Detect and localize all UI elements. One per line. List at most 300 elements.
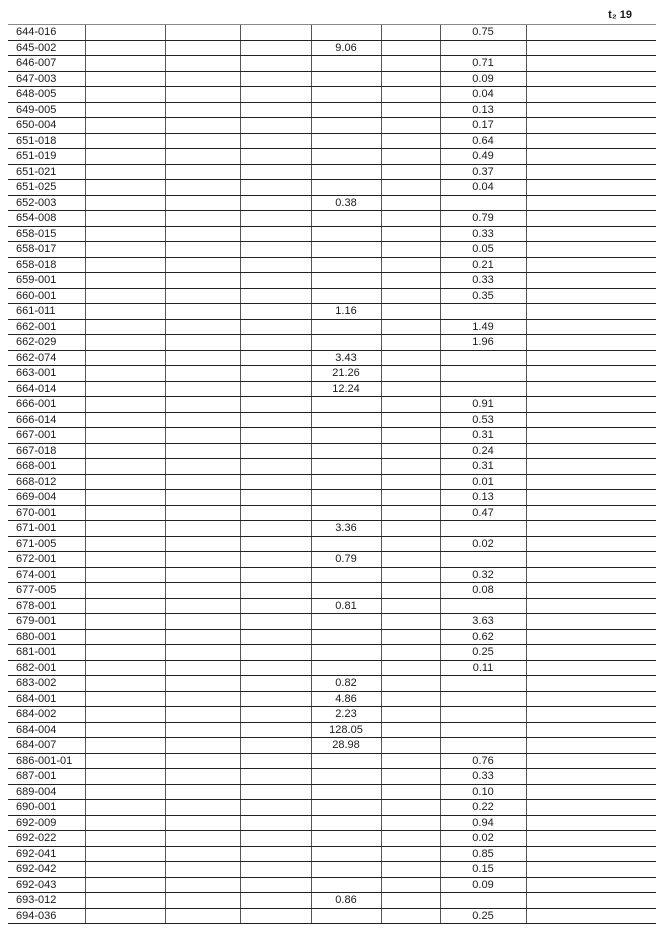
- empty-cell: [526, 784, 656, 800]
- empty-cell: [381, 149, 440, 165]
- amount-b-cell: [440, 738, 526, 754]
- empty-cell: [165, 118, 240, 134]
- table-row: [8, 288, 656, 304]
- empty-cell: [381, 614, 440, 630]
- empty-cell: [381, 738, 440, 754]
- item-code-cell: 650-004: [8, 118, 85, 134]
- amount-a-cell: [311, 412, 381, 428]
- amount-b-cell: 0.32: [440, 567, 526, 583]
- empty-cell: [526, 846, 656, 862]
- item-code-cell: 686-001-01: [8, 753, 85, 769]
- table-row: [8, 676, 656, 692]
- amount-a-cell: [311, 149, 381, 165]
- empty-cell: [526, 180, 656, 196]
- empty-cell: [165, 474, 240, 490]
- empty-cell: [381, 226, 440, 242]
- empty-cell: [526, 133, 656, 149]
- empty-cell: [240, 521, 311, 537]
- empty-cell: [240, 614, 311, 630]
- amount-a-cell: [311, 25, 381, 41]
- empty-cell: [240, 56, 311, 72]
- empty-cell: [85, 474, 165, 490]
- amount-b-cell: 0.75: [440, 25, 526, 41]
- amount-b-cell: 0.31: [440, 459, 526, 475]
- empty-cell: [240, 102, 311, 118]
- item-code-cell: 667-018: [8, 443, 85, 459]
- empty-cell: [165, 319, 240, 335]
- empty-cell: [240, 536, 311, 552]
- empty-cell: [381, 164, 440, 180]
- amount-b-cell: 0.09: [440, 877, 526, 893]
- item-code-cell: 671-001: [8, 521, 85, 537]
- item-code-cell: 651-025: [8, 180, 85, 196]
- empty-cell: [526, 350, 656, 366]
- empty-cell: [526, 567, 656, 583]
- amount-a-cell: [311, 815, 381, 831]
- empty-cell: [381, 25, 440, 41]
- empty-cell: [381, 304, 440, 320]
- item-code-cell: 689-004: [8, 784, 85, 800]
- amount-b-cell: 0.31: [440, 428, 526, 444]
- empty-cell: [526, 149, 656, 165]
- table-row: [8, 40, 656, 56]
- amount-a-cell: [311, 273, 381, 289]
- empty-cell: [165, 381, 240, 397]
- empty-cell: [526, 459, 656, 475]
- table-row: [8, 815, 656, 831]
- amount-a-cell: [311, 505, 381, 521]
- empty-cell: [240, 412, 311, 428]
- table-row: [8, 536, 656, 552]
- empty-cell: [85, 629, 165, 645]
- empty-cell: [165, 242, 240, 258]
- empty-cell: [381, 521, 440, 537]
- empty-cell: [240, 862, 311, 878]
- empty-cell: [85, 567, 165, 583]
- amount-b-cell: 0.33: [440, 226, 526, 242]
- empty-cell: [85, 614, 165, 630]
- empty-cell: [240, 304, 311, 320]
- empty-cell: [85, 180, 165, 196]
- empty-cell: [165, 738, 240, 754]
- empty-cell: [165, 350, 240, 366]
- empty-cell: [381, 242, 440, 258]
- empty-cell: [240, 273, 311, 289]
- amount-b-cell: 0.09: [440, 71, 526, 87]
- amount-b-cell: 0.33: [440, 273, 526, 289]
- empty-cell: [85, 893, 165, 909]
- empty-cell: [165, 149, 240, 165]
- empty-cell: [85, 350, 165, 366]
- empty-cell: [526, 691, 656, 707]
- empty-cell: [165, 335, 240, 351]
- empty-cell: [165, 691, 240, 707]
- item-code-cell: 684-001: [8, 691, 85, 707]
- item-code-cell: 683-002: [8, 676, 85, 692]
- amount-a-cell: [311, 908, 381, 924]
- empty-cell: [165, 552, 240, 568]
- table-row: [8, 877, 656, 893]
- amount-a-cell: 21.26: [311, 366, 381, 382]
- amount-b-cell: 0.76: [440, 753, 526, 769]
- empty-cell: [240, 319, 311, 335]
- amount-b-cell: 0.17: [440, 118, 526, 134]
- empty-cell: [165, 87, 240, 103]
- empty-cell: [165, 629, 240, 645]
- item-code-cell: 669-004: [8, 490, 85, 506]
- empty-cell: [381, 722, 440, 738]
- item-code-cell: 658-017: [8, 242, 85, 258]
- empty-cell: [85, 71, 165, 87]
- empty-cell: [526, 769, 656, 785]
- empty-cell: [240, 87, 311, 103]
- empty-cell: [526, 908, 656, 924]
- table-row: [8, 707, 656, 723]
- empty-cell: [85, 304, 165, 320]
- amount-a-cell: 3.36: [311, 521, 381, 537]
- empty-cell: [381, 443, 440, 459]
- empty-cell: [381, 118, 440, 134]
- empty-cell: [526, 304, 656, 320]
- amount-a-cell: [311, 629, 381, 645]
- amount-b-cell: 0.37: [440, 164, 526, 180]
- amount-a-cell: 9.06: [311, 40, 381, 56]
- item-code-cell: 693-012: [8, 893, 85, 909]
- empty-cell: [240, 831, 311, 847]
- amount-a-cell: [311, 443, 381, 459]
- empty-cell: [381, 583, 440, 599]
- empty-cell: [526, 505, 656, 521]
- table-row: [8, 645, 656, 661]
- amount-b-cell: [440, 707, 526, 723]
- table-row: [8, 567, 656, 583]
- empty-cell: [381, 769, 440, 785]
- item-code-cell: 654-008: [8, 211, 85, 227]
- item-code-cell: 658-015: [8, 226, 85, 242]
- empty-cell: [165, 505, 240, 521]
- item-code-cell: 652-003: [8, 195, 85, 211]
- empty-cell: [240, 164, 311, 180]
- empty-cell: [85, 831, 165, 847]
- table-row: [8, 769, 656, 785]
- item-code-cell: 666-001: [8, 397, 85, 413]
- empty-cell: [526, 335, 656, 351]
- empty-cell: [165, 211, 240, 227]
- amount-a-cell: [311, 800, 381, 816]
- empty-cell: [240, 366, 311, 382]
- empty-cell: [381, 71, 440, 87]
- amount-b-cell: [440, 381, 526, 397]
- table-row: [8, 319, 656, 335]
- amount-a-cell: [311, 397, 381, 413]
- empty-cell: [85, 738, 165, 754]
- empty-cell: [240, 583, 311, 599]
- amount-b-cell: 0.05: [440, 242, 526, 258]
- amount-b-cell: 0.02: [440, 831, 526, 847]
- item-code-cell: 660-001: [8, 288, 85, 304]
- empty-cell: [165, 536, 240, 552]
- amount-b-cell: 0.25: [440, 645, 526, 661]
- item-code-cell: 646-007: [8, 56, 85, 72]
- empty-cell: [165, 908, 240, 924]
- empty-cell: [165, 598, 240, 614]
- empty-cell: [240, 629, 311, 645]
- empty-cell: [165, 846, 240, 862]
- table-row: [8, 242, 656, 258]
- table-row: [8, 660, 656, 676]
- item-code-cell: 681-001: [8, 645, 85, 661]
- table-row: [8, 133, 656, 149]
- empty-cell: [526, 521, 656, 537]
- empty-cell: [165, 180, 240, 196]
- item-code-cell: 692-009: [8, 815, 85, 831]
- item-code-cell: 692-042: [8, 862, 85, 878]
- amount-a-cell: [311, 257, 381, 273]
- amount-b-cell: 0.04: [440, 87, 526, 103]
- empty-cell: [165, 257, 240, 273]
- empty-cell: [85, 815, 165, 831]
- empty-cell: [381, 598, 440, 614]
- empty-cell: [526, 397, 656, 413]
- empty-cell: [240, 800, 311, 816]
- empty-cell: [165, 800, 240, 816]
- empty-cell: [165, 583, 240, 599]
- table-row: [8, 25, 656, 41]
- amount-a-cell: 3.43: [311, 350, 381, 366]
- table-row: [8, 614, 656, 630]
- empty-cell: [165, 459, 240, 475]
- amount-a-cell: 28.98: [311, 738, 381, 754]
- amount-b-cell: 0.15: [440, 862, 526, 878]
- item-code-cell: 645-002: [8, 40, 85, 56]
- empty-cell: [381, 87, 440, 103]
- empty-cell: [526, 490, 656, 506]
- empty-cell: [526, 164, 656, 180]
- empty-cell: [526, 40, 656, 56]
- empty-cell: [381, 800, 440, 816]
- empty-cell: [240, 474, 311, 490]
- amount-a-cell: 12.24: [311, 381, 381, 397]
- table-row: [8, 474, 656, 490]
- amount-a-cell: [311, 645, 381, 661]
- empty-cell: [85, 226, 165, 242]
- table-row: [8, 862, 656, 878]
- empty-cell: [526, 660, 656, 676]
- item-code-cell: 672-001: [8, 552, 85, 568]
- amount-a-cell: [311, 118, 381, 134]
- empty-cell: [526, 645, 656, 661]
- empty-cell: [240, 893, 311, 909]
- empty-cell: [526, 87, 656, 103]
- empty-cell: [240, 288, 311, 304]
- table-row: [8, 443, 656, 459]
- table-row: [8, 691, 656, 707]
- amount-b-cell: 0.94: [440, 815, 526, 831]
- empty-cell: [240, 738, 311, 754]
- empty-cell: [240, 381, 311, 397]
- amount-a-cell: [311, 180, 381, 196]
- empty-cell: [381, 397, 440, 413]
- empty-cell: [165, 195, 240, 211]
- item-code-cell: 692-041: [8, 846, 85, 862]
- empty-cell: [381, 40, 440, 56]
- amount-b-cell: 0.04: [440, 180, 526, 196]
- empty-cell: [85, 319, 165, 335]
- empty-cell: [85, 862, 165, 878]
- item-code-cell: 694-036: [8, 908, 85, 924]
- empty-cell: [165, 133, 240, 149]
- amount-a-cell: [311, 87, 381, 103]
- empty-cell: [381, 862, 440, 878]
- empty-cell: [240, 660, 311, 676]
- empty-cell: [85, 784, 165, 800]
- empty-cell: [526, 71, 656, 87]
- empty-cell: [85, 397, 165, 413]
- empty-cell: [240, 846, 311, 862]
- amount-a-cell: [311, 335, 381, 351]
- item-code-cell: 649-005: [8, 102, 85, 118]
- item-code-cell: 677-005: [8, 583, 85, 599]
- empty-cell: [526, 118, 656, 134]
- empty-cell: [165, 71, 240, 87]
- empty-cell: [381, 381, 440, 397]
- empty-cell: [165, 862, 240, 878]
- amount-b-cell: 0.08: [440, 583, 526, 599]
- item-code-cell: 668-001: [8, 459, 85, 475]
- empty-cell: [85, 335, 165, 351]
- empty-cell: [165, 784, 240, 800]
- empty-cell: [381, 707, 440, 723]
- amount-a-cell: 0.82: [311, 676, 381, 692]
- empty-cell: [85, 40, 165, 56]
- empty-cell: [85, 722, 165, 738]
- empty-cell: [165, 273, 240, 289]
- item-code-cell: 664-014: [8, 381, 85, 397]
- empty-cell: [381, 211, 440, 227]
- table-row: [8, 164, 656, 180]
- table-row: [8, 629, 656, 645]
- empty-cell: [526, 738, 656, 754]
- empty-cell: [85, 769, 165, 785]
- amount-a-cell: [311, 459, 381, 475]
- amount-b-cell: 0.49: [440, 149, 526, 165]
- empty-cell: [381, 56, 440, 72]
- amount-b-cell: 0.47: [440, 505, 526, 521]
- amount-b-cell: 0.53: [440, 412, 526, 428]
- amount-b-cell: [440, 598, 526, 614]
- table-row: [8, 71, 656, 87]
- empty-cell: [165, 660, 240, 676]
- empty-cell: [240, 769, 311, 785]
- empty-cell: [165, 304, 240, 320]
- empty-cell: [526, 443, 656, 459]
- table-row: [8, 226, 656, 242]
- empty-cell: [85, 691, 165, 707]
- empty-cell: [381, 366, 440, 382]
- amount-b-cell: [440, 350, 526, 366]
- empty-cell: [85, 25, 165, 41]
- empty-cell: [85, 846, 165, 862]
- empty-cell: [240, 242, 311, 258]
- table-row: [8, 273, 656, 289]
- item-code-cell: 692-043: [8, 877, 85, 893]
- empty-cell: [526, 257, 656, 273]
- amount-b-cell: [440, 521, 526, 537]
- table-row: [8, 459, 656, 475]
- item-code-cell: 682-001: [8, 660, 85, 676]
- empty-cell: [85, 800, 165, 816]
- table-row: [8, 180, 656, 196]
- item-code-cell: 680-001: [8, 629, 85, 645]
- empty-cell: [85, 753, 165, 769]
- amount-a-cell: [311, 133, 381, 149]
- empty-cell: [85, 443, 165, 459]
- empty-cell: [381, 133, 440, 149]
- table-row: [8, 722, 656, 738]
- empty-cell: [240, 71, 311, 87]
- item-code-cell: 651-019: [8, 149, 85, 165]
- amount-b-cell: 0.10: [440, 784, 526, 800]
- empty-cell: [526, 831, 656, 847]
- empty-cell: [381, 180, 440, 196]
- empty-cell: [381, 195, 440, 211]
- table-row: [8, 893, 656, 909]
- empty-cell: [381, 505, 440, 521]
- empty-cell: [165, 164, 240, 180]
- empty-cell: [165, 490, 240, 506]
- empty-cell: [240, 428, 311, 444]
- empty-cell: [165, 366, 240, 382]
- amount-a-cell: [311, 846, 381, 862]
- empty-cell: [85, 583, 165, 599]
- table-row: [8, 412, 656, 428]
- empty-cell: [526, 226, 656, 242]
- table-row: [8, 552, 656, 568]
- empty-cell: [526, 102, 656, 118]
- amount-a-cell: [311, 474, 381, 490]
- empty-cell: [165, 226, 240, 242]
- page-number: t₂ 19: [608, 9, 632, 21]
- empty-cell: [526, 536, 656, 552]
- empty-cell: [165, 567, 240, 583]
- amount-b-cell: [440, 552, 526, 568]
- empty-cell: [85, 459, 165, 475]
- empty-cell: [381, 335, 440, 351]
- empty-cell: [381, 474, 440, 490]
- amount-b-cell: [440, 691, 526, 707]
- item-code-cell: 684-002: [8, 707, 85, 723]
- empty-cell: [85, 877, 165, 893]
- amount-a-cell: [311, 753, 381, 769]
- empty-cell: [240, 645, 311, 661]
- empty-cell: [240, 784, 311, 800]
- empty-cell: [240, 676, 311, 692]
- item-code-cell: 687-001: [8, 769, 85, 785]
- amount-a-cell: [311, 102, 381, 118]
- empty-cell: [165, 397, 240, 413]
- amount-b-cell: 0.21: [440, 257, 526, 273]
- amount-b-cell: 0.13: [440, 102, 526, 118]
- empty-cell: [381, 660, 440, 676]
- empty-cell: [381, 676, 440, 692]
- empty-cell: [526, 25, 656, 41]
- item-code-cell: 674-001: [8, 567, 85, 583]
- item-code-cell: 671-005: [8, 536, 85, 552]
- table-row: [8, 490, 656, 506]
- amount-a-cell: [311, 614, 381, 630]
- item-code-cell: 668-012: [8, 474, 85, 490]
- empty-cell: [240, 598, 311, 614]
